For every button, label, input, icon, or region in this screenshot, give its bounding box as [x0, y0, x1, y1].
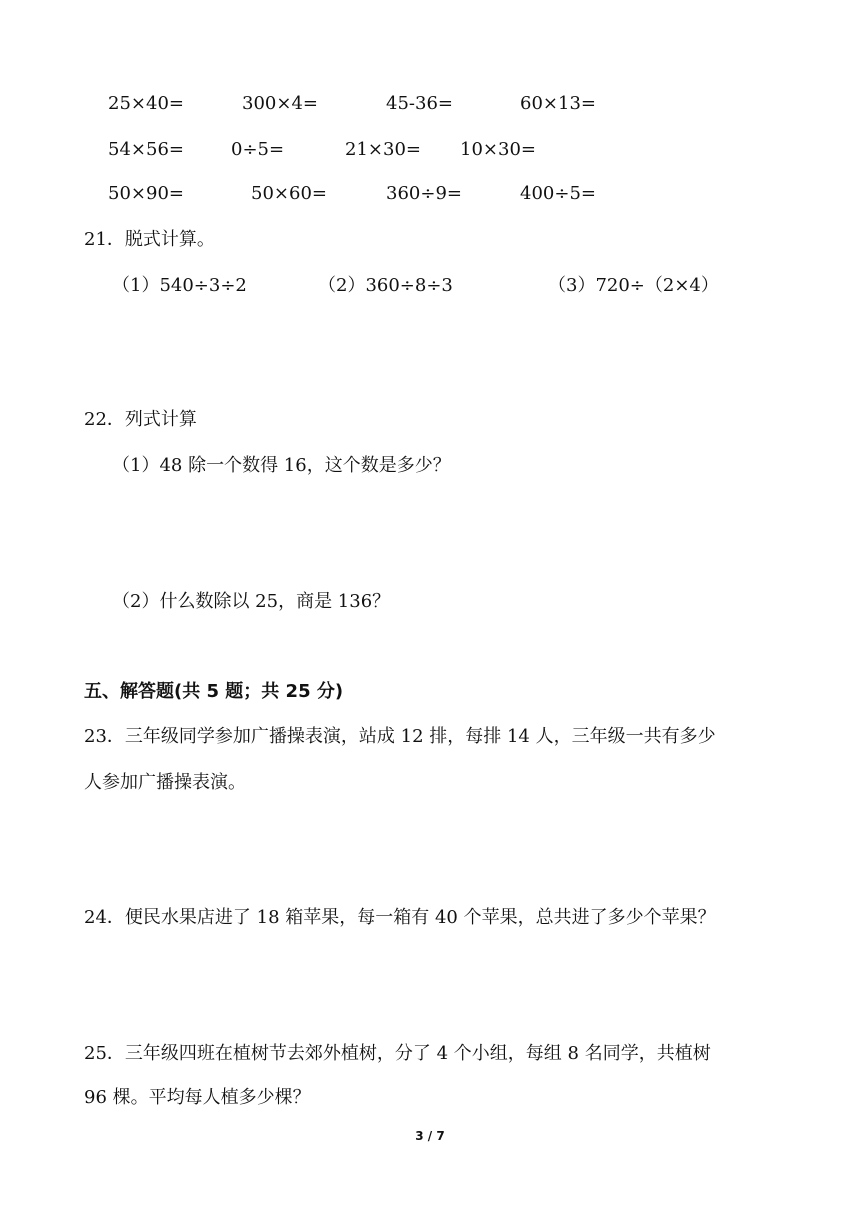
question-text-line: 25．三年级四班在植树节去郊外植树，分了 4 个小组，每组 8 名同学，共植树	[84, 1043, 711, 1064]
question-item: （1）48 除一个数得 16，这个数是多少？	[112, 455, 451, 476]
question-item: （1）540÷3÷2	[112, 275, 247, 296]
calc-item: 300×4=	[242, 93, 318, 114]
section-title: 五、解答题(共 5 题；共 25 分)	[84, 681, 344, 702]
calc-item: 50×90=	[108, 183, 184, 204]
page-number: 3 / 7	[415, 1129, 445, 1143]
calc-item: 25×40=	[108, 93, 184, 114]
question-text-line: 23．三年级同学参加广播操表演，站成 12 排，每排 14 人，三年级一共有多少	[84, 726, 716, 747]
calc-item: 21×30=	[345, 139, 421, 160]
question-title: 21．脱式计算。	[84, 229, 215, 250]
question-title: 22．列式计算	[84, 409, 197, 430]
question-item: （2）什么数除以 25，商是 136？	[112, 591, 391, 612]
calc-item: 45-36=	[386, 93, 453, 114]
question-item: （3）720÷（2×4）	[548, 275, 719, 296]
calc-item: 10×30=	[460, 139, 536, 160]
question-text-line: 96 棵。平均每人植多少棵？	[84, 1087, 311, 1108]
question-text-line: 24．便民水果店进了 18 箱苹果，每一箱有 40 个苹果，总共进了多少个苹果？	[84, 907, 716, 928]
calc-item: 400÷5=	[520, 183, 596, 204]
calc-item: 360÷9=	[386, 183, 462, 204]
calc-item: 50×60=	[251, 183, 327, 204]
calc-item: 60×13=	[520, 93, 596, 114]
calc-item: 0÷5=	[231, 139, 285, 160]
calc-item: 54×56=	[108, 139, 184, 160]
question-item: （2）360÷8÷3	[318, 275, 453, 296]
question-text-line: 人参加广播操表演。	[84, 772, 246, 793]
